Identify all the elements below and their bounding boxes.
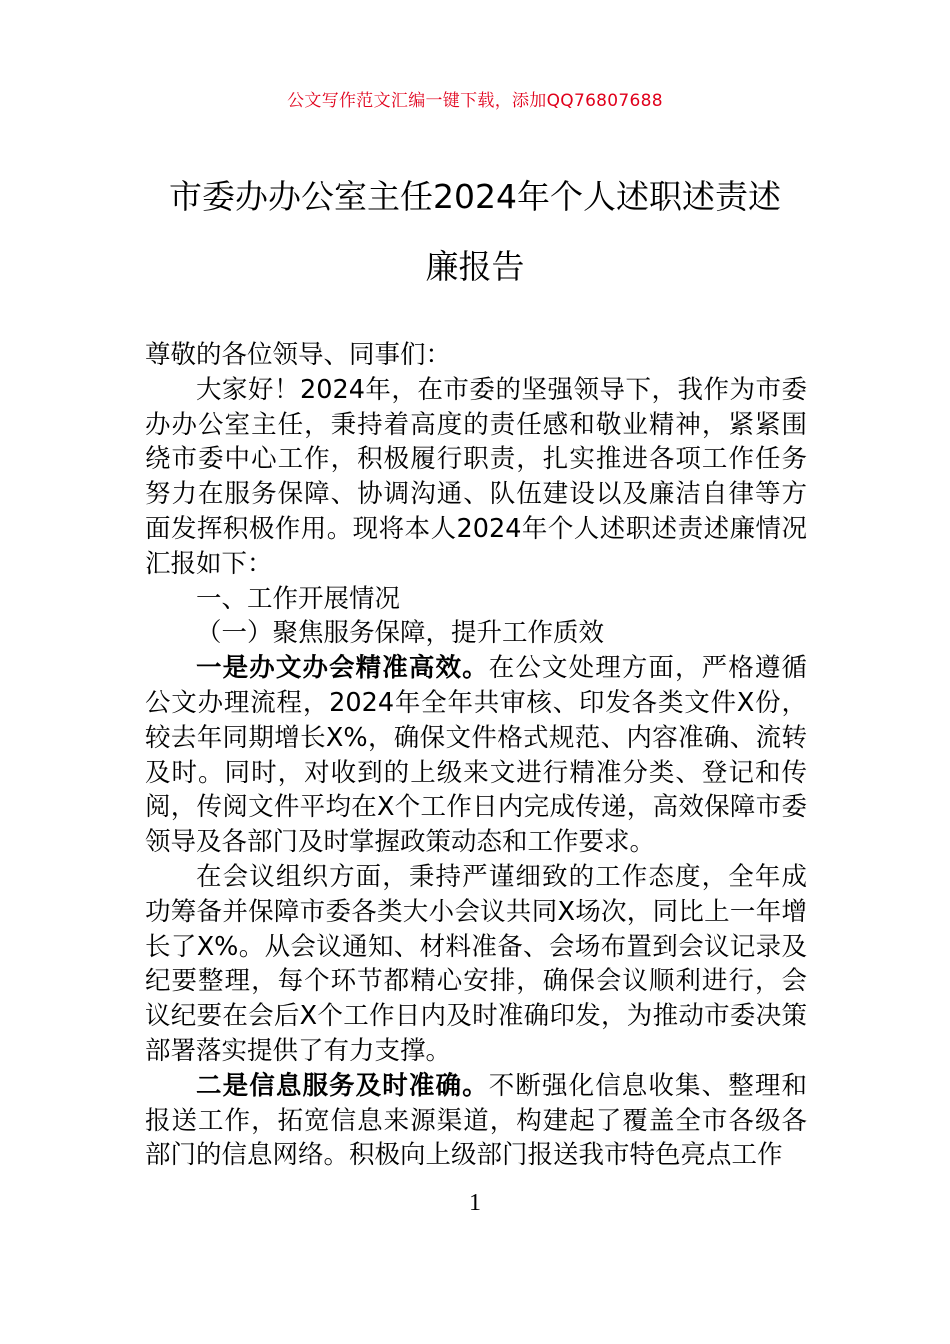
paragraph-meeting-organization: 在会议组织方面，秉持严谨细致的工作态度，全年成功筹备并保障市委各类大小会议共同X场次，同比上一年增长了X%。从会议通知、材料准备、会场布置到会议记录及纪要整理，每个环节都精心安排，确保会议顺利进行，会议纪要在会后X个工作日内及时准确印发，为推动市委决策部署落实提供了有力支撑。 (145, 861, 807, 1066)
page-number: 1 (469, 1190, 481, 1216)
paragraph-document-meeting (145, 651, 807, 860)
document-body (145, 338, 807, 1173)
section-heading: 一、工作开展情况 (196, 583, 401, 614)
salutation: 尊敬的各位领导、同事们： (145, 340, 452, 370)
paragraph-information-service (145, 1069, 807, 1173)
paragraph-text-2: 不断强化信息收集、整理和报送工作，拓宽信息来源渠道，构建起了覆盖全市各级各部门的信息网络。积极向上级部门报送我市特色亮点工作 (145, 1070, 807, 1171)
subsection-heading: （一）聚焦服务保障，提升工作质效 (196, 618, 605, 649)
document-title-line-1: 市委办办公室主任2024年个人述职述责述 (169, 177, 781, 216)
watermark-banner: 公文写作范文汇编一键下载，添加QQ76807688 (287, 91, 663, 111)
paragraph-lead-2: 二是信息服务及时准确。 (196, 1070, 489, 1101)
intro-paragraph: 大家好！2024年，在市委的坚强领导下，我作为市委办办公室主任，秉持着高度的责任感和敬业精神，紧紧围绕市委中心工作，积极履行职责，扎实推进各项工作任务努力在服务保障、协调沟通、队伍建设以及廉洁自律等方面发挥积极作用。现将本人2024年个人述职述责述廉情况汇报如下： (145, 374, 807, 579)
paragraph-lead-1: 一是办文办会精准高效。 (196, 653, 489, 684)
paragraph-text-1: 在公文处理方面，严格遵循公文办理流程，2024年全年共审核、印发各类文件X份，较去年同期增长X%，确保文件格式规范、内容准确、流转及时。同时，对收到的上级来文进行精准分类、登记和传阅，传阅文件平均在X个工作日内完成传递，高效保障市委领导及各部门及时掌握政策动态和工作要求。 (145, 653, 807, 858)
document-title-line-2: 廉报告 (425, 247, 525, 286)
